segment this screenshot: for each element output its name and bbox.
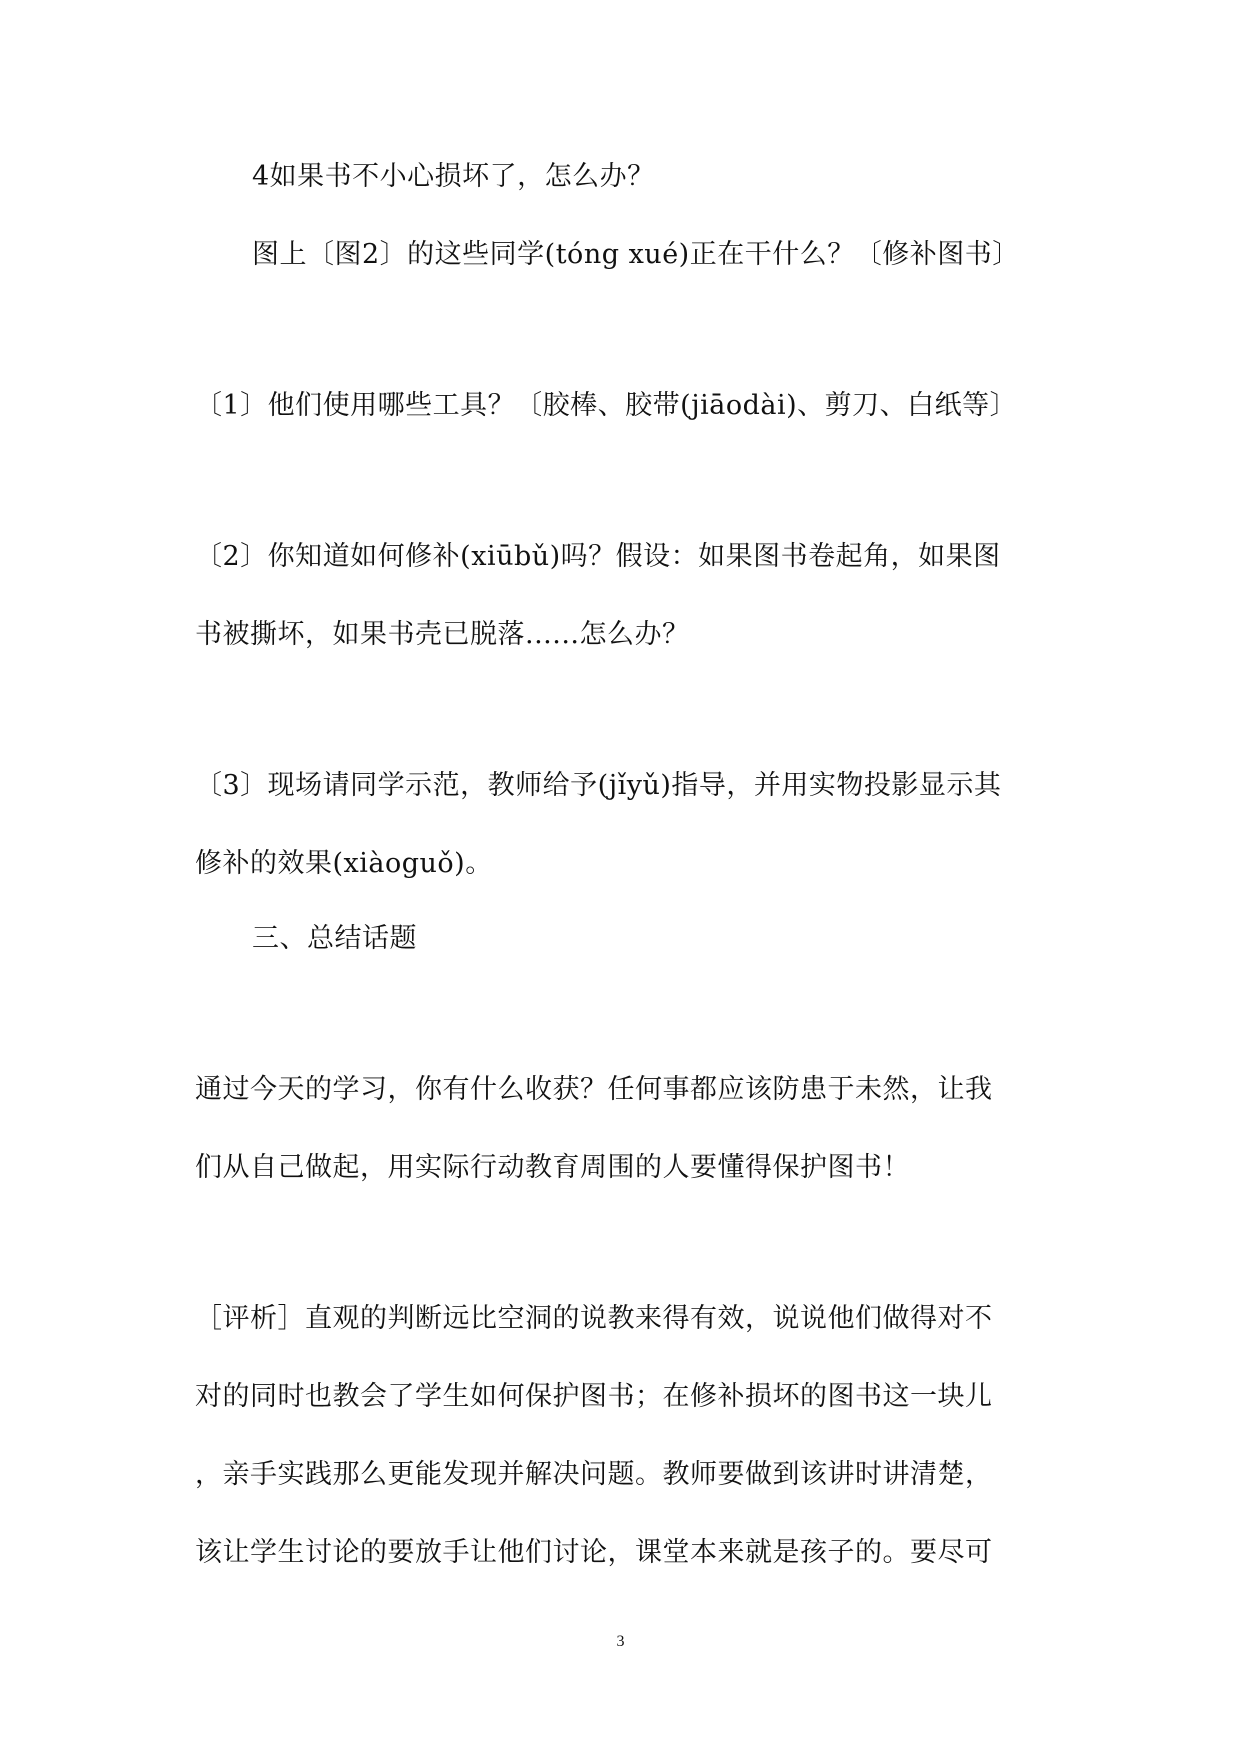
text-line: 通过今天的学习，你有什么收获？任何事都应该防患于未然，让我	[195, 1074, 993, 1105]
text-line: 书被撕坏，如果书壳已脱落......怎么办？	[195, 619, 690, 650]
text-line: 对的同时也教会了学生如何保护图书；在修补损坏的图书这一块儿	[195, 1381, 993, 1412]
text-line: 该让学生讨论的要放手让他们讨论，课堂本来就是孩子的。要尽可	[195, 1537, 993, 1568]
text-line: 〔1〕他们使用哪些工具？〔胶棒、胶带(jiāodài)、剪刀、白纸等〕	[195, 390, 1018, 421]
section-heading: 三、总结话题	[252, 923, 417, 954]
text-line: ［评析］直观的判断远比空洞的说教来得有效，说说他们做得对不	[195, 1303, 993, 1334]
text-line: 4如果书不小心损坏了，怎么办？	[252, 161, 655, 192]
text-line: 图上〔图2〕的这些同学(tóng xué)正在干什么？〔修补图书〕	[252, 239, 1020, 270]
text-line: 修补的效果(xiàoguǒ)。	[195, 848, 493, 879]
text-line: ，亲手实践那么更能发现并解决问题。教师要做到该讲时讲清楚，	[195, 1459, 993, 1490]
page-number: 3	[616, 1633, 625, 1650]
text-line: 们从自己做起，用实际行动教育周围的人要懂得保护图书！	[195, 1152, 910, 1183]
text-line: 〔2〕你知道如何修补(xiūbǔ)吗？假设：如果图书卷起角，如果图	[195, 541, 1001, 572]
text-line: 〔3〕现场请同学示范，教师给予(jǐyǔ)指导，并用实物投影显示其	[195, 770, 1002, 801]
